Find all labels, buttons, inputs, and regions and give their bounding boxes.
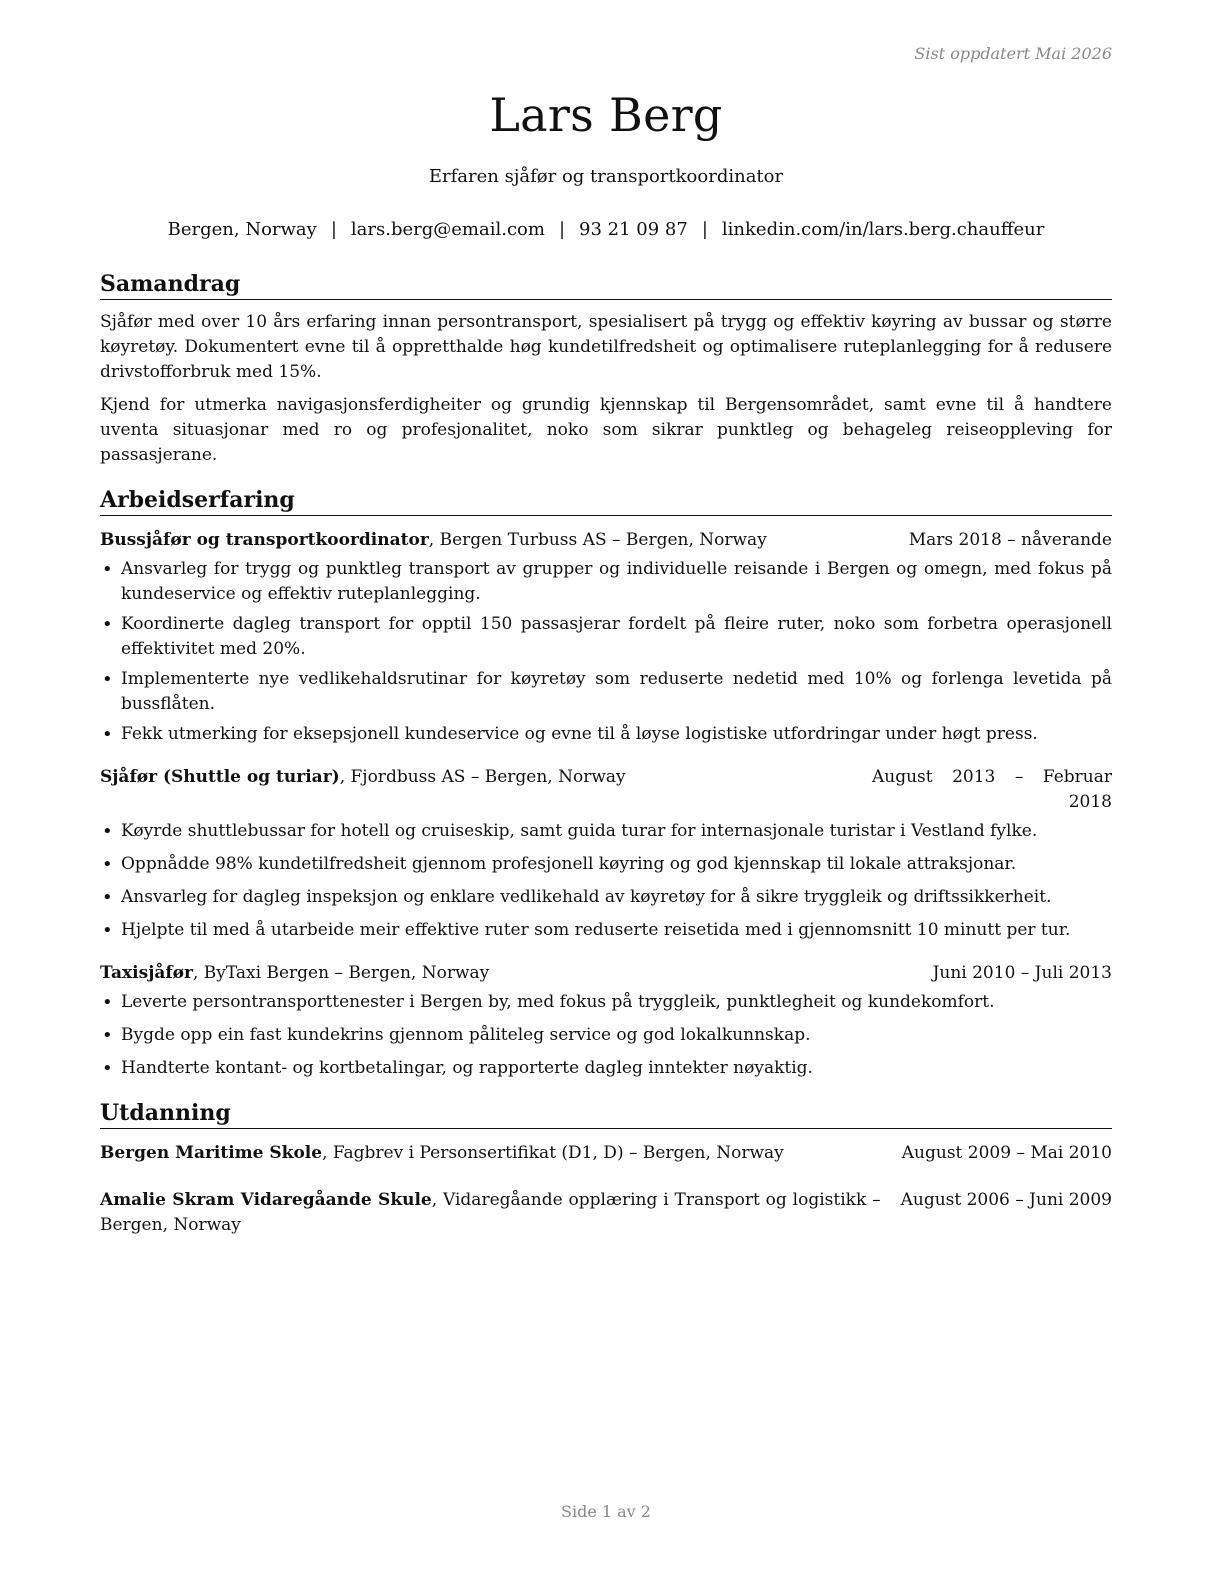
job-dates: Mars 2018 – nåverande xyxy=(908,530,1112,550)
experience-section xyxy=(100,486,1112,1081)
resume-body xyxy=(100,270,1112,1238)
job-entry xyxy=(100,528,1112,747)
job-header xyxy=(100,765,1112,815)
contact-email[interactable]: lars.berg@email.com xyxy=(350,219,545,240)
list-item: • Hjelpte til med å utarbeide meir effektive ruter som reduserte reisetida med i gjennomsnitt 10 minutt per tur. xyxy=(100,918,1112,943)
job-company: , Fjordbuss AS – Bergen, Norway xyxy=(339,767,626,787)
job-company: , ByTaxi Bergen – Bergen, Norway xyxy=(192,963,490,983)
section-heading-experience: Arbeidserfaring xyxy=(100,486,1112,516)
list-item: • Implementerte nye vedlikehaldsrutinar for køyretøy som reduserte nedetid med 10% og forlenga levetida på bussflåten. xyxy=(100,667,1112,717)
education-detail: , Fagbrev i Personsertifikat (D1, D) – Bergen, Norway xyxy=(322,1143,784,1163)
school-name: Bergen Maritime Skole xyxy=(100,1143,323,1163)
job-bullets xyxy=(100,557,1112,747)
last-updated: Sist oppdatert Mai 2026 xyxy=(914,44,1112,63)
separator: | xyxy=(330,219,337,240)
education-entry xyxy=(100,1188,1112,1238)
education-entry xyxy=(100,1141,1112,1166)
education-section xyxy=(100,1099,1112,1238)
list-item: • Bygde opp ein fast kundekrins gjennom påliteleg service og god lokalkunnskap. xyxy=(100,1023,1112,1048)
section-heading-education: Utdanning xyxy=(100,1099,1112,1129)
job-dates: August 2013 – Februar 2018 xyxy=(872,767,1112,812)
education-detail: , Vidaregåande opplæring i Transport og logistikk – Bergen, Norway xyxy=(100,1190,881,1235)
job-bullets xyxy=(100,819,1112,943)
list-item: • Køyrde shuttlebussar for hotell og cruiseskip, samt guida turar for internasjonale turistar i Vestland fylke. xyxy=(100,819,1112,844)
contact-phone: 93 21 09 87 xyxy=(579,219,688,240)
education-dates: August 2009 – Mai 2010 xyxy=(901,1143,1112,1163)
school-name: Amalie Skram Vidaregåande Skule xyxy=(100,1190,432,1210)
job-entry xyxy=(100,961,1112,1081)
contact-line xyxy=(100,219,1112,240)
separator: | xyxy=(558,219,566,240)
page-number: Side 1 av 2 xyxy=(561,1502,651,1521)
summary-paragraph: Kjend for utmerka navigasjonsferdigheiter og grundig kjennskap til Bergensområdet, samt evne til å handtere uventa situasjonar med ro og profesjonalitet, noko som sikrar punktleg og behageleg reiseoppleving for passasjerane. xyxy=(100,395,1112,465)
job-title: Bussjåfør og transportkoordinator xyxy=(100,530,429,550)
job-title: Taxisjåfør xyxy=(100,963,193,983)
job-company: , Bergen Turbuss AS – Bergen, Norway xyxy=(428,530,767,550)
list-item: • Ansvarleg for dagleg inspeksjon og enklare vedlikehald av køyretøy for å sikre tryggleik og driftssikkerheit. xyxy=(100,885,1112,910)
job-bullets xyxy=(100,990,1112,1081)
summary-section xyxy=(100,270,1112,468)
section-heading-summary: Samandrag xyxy=(100,270,1112,300)
job-entry xyxy=(100,765,1112,943)
job-dates: Juni 2010 – Juli 2013 xyxy=(932,963,1112,983)
person-name: Lars Berg xyxy=(489,88,723,142)
list-item: • Oppnådde 98% kundetilfredsheit gjennom profesjonell køyring og god kjennskap til lokale attraksjonar. xyxy=(100,852,1112,877)
list-item: • Ansvarleg for trygg og punktleg transport av grupper og individuelle reisande i Bergen og omegn, med fokus på kundeservice og effektiv ruteplanlegging. xyxy=(100,557,1112,607)
list-item: • Koordinerte dagleg transport for opptil 150 passasjerar fordelt på fleire ruter, noko som forbetra operasjonell effektivitet med 20%. xyxy=(100,612,1112,662)
summary-paragraph: Sjåfør med over 10 års erfaring innan persontransport, spesialisert på trygg og effektiv køyring av bussar og større køyretøy. Dokumentert evne til å oppretthalde høg kundetilfredsheit og optimalisere ruteplanlegging for å redusere drivstofforbruk med 15%. xyxy=(100,312,1112,382)
tagline: Erfaren sjåfør og transportkoordinator xyxy=(428,166,784,187)
list-item: • Handterte kontant- og kortbetalingar, og rapporterte dagleg inntekter nøyaktig. xyxy=(100,1056,1112,1081)
list-item: • Leverte persontransporttenester i Bergen by, med fokus på tryggleik, punktlegheit og kundekomfort. xyxy=(100,990,1112,1015)
job-header xyxy=(100,528,1112,553)
education-dates: August 2006 – Juni 2009 xyxy=(900,1190,1112,1210)
resume-page xyxy=(100,0,1112,1584)
separator: | xyxy=(701,219,708,240)
job-title: Sjåfør (Shuttle og turiar) xyxy=(100,767,340,787)
contact-linkedin[interactable]: linkedin.com/in/lars.berg.chauffeur xyxy=(721,219,1045,240)
contact-location: Bergen, Norway xyxy=(167,219,317,240)
list-item: • Fekk utmerking for eksepsjonell kundeservice og evne til å løyse logistiske utfordringar under høgt press. xyxy=(100,722,1112,747)
job-header xyxy=(100,961,1112,986)
